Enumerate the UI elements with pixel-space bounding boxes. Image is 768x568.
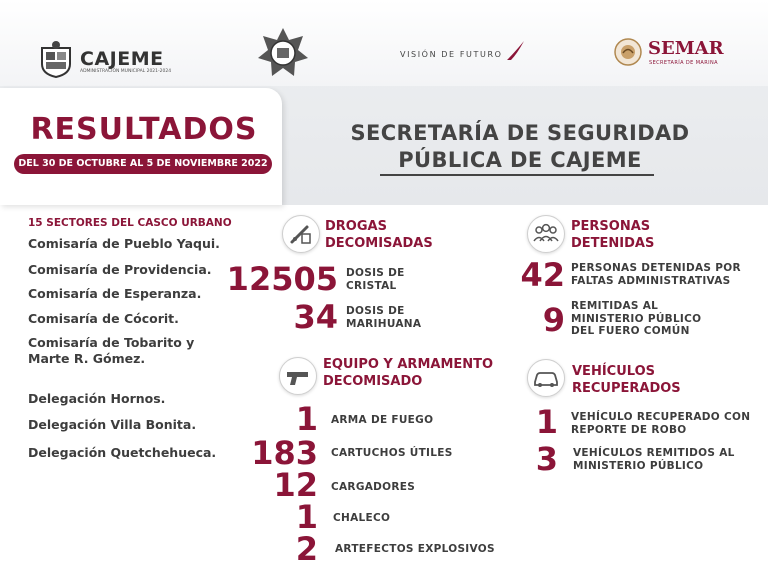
swoosh-icon <box>505 40 525 62</box>
people-icon <box>527 215 565 253</box>
equipment-heading <box>323 356 493 390</box>
equipment-value: 1 <box>295 498 318 536</box>
vehicles-desc <box>571 411 750 436</box>
sectors-heading: 15 SECTORES DEL CASCO URBANO <box>28 217 232 229</box>
persons-desc-line1: REMITIDAS AL <box>571 300 659 312</box>
gun-icon <box>279 357 317 395</box>
sector-item: Comisaría de Pueblo Yaqui. <box>28 236 220 251</box>
vehicles-desc-line2: MINISTERIO PÚBLICO <box>573 459 704 472</box>
equipment-desc: CARTUCHOS ÚTILES <box>331 447 453 459</box>
drugs-desc-cristal <box>346 267 405 292</box>
vehicles-value: 1 <box>535 403 558 441</box>
police-badge-icon <box>256 26 310 78</box>
equipment-desc: CHALECO <box>333 512 391 524</box>
equipment-desc: ARMA DE FUEGO <box>331 414 434 426</box>
drugs-desc-cristal-line2: CRISTAL <box>346 279 397 292</box>
drugs-desc-cristal-line1: DOSIS DE <box>346 267 405 279</box>
vehicles-desc <box>573 447 735 472</box>
equipment-desc: ARTEFECTOS EXPLOSIVOS <box>335 543 495 555</box>
page-title: RESULTADOS <box>30 112 258 147</box>
drugs-heading-line1: DROGAS <box>325 219 387 234</box>
persons-value: 9 <box>542 301 565 339</box>
sector-item: Comisaría de Cócorit. <box>28 311 179 326</box>
semar-logo-text: SEMAR <box>648 38 724 59</box>
drugs-value-cristal: 12505 <box>226 260 338 298</box>
vehicles-desc-line2: REPORTE DE ROBO <box>571 423 687 436</box>
sector-item: Delegación Hornos. <box>28 391 166 406</box>
secretaria-title-line2: PÚBLICA DE CAJEME <box>398 148 642 172</box>
equipment-value: 12 <box>273 466 318 504</box>
semar-seal-icon <box>614 38 642 66</box>
persons-desc <box>571 262 741 287</box>
drugs-heading <box>325 218 433 252</box>
equipment-heading-line2: DECOMISADO <box>323 374 423 389</box>
secretaria-title-line1: SECRETARÍA DE SEGURIDAD <box>350 121 690 145</box>
sector-item: Delegación Quetchehueca. <box>28 445 217 460</box>
cajeme-shield-icon <box>38 40 74 78</box>
persons-heading <box>571 218 654 252</box>
vehicles-desc-line1: VEHÍCULOS REMITIDOS AL <box>573 447 735 459</box>
car-icon <box>527 359 565 397</box>
sector-item: Comisaría de Esperanza. <box>28 286 202 301</box>
vehicles-desc-line1: VEHÍCULO RECUPERADO CON <box>571 411 751 423</box>
cajeme-logo-text: CAJEME <box>80 48 164 70</box>
sector-item: Comisaría de Providencia. <box>28 262 212 277</box>
equipment-heading-line1: EQUIPO Y ARMAMENTO <box>323 357 494 372</box>
drugs-desc-marihuana <box>346 305 421 330</box>
vehicles-heading <box>572 363 681 397</box>
drugs-icon <box>282 215 320 253</box>
semar-logo-subtext: SECRETARÍA DE MARINA <box>649 60 718 66</box>
persons-desc-line1: PERSONAS DETENIDAS POR <box>571 262 741 274</box>
drugs-desc-marihuana-line2: MARIHUANA <box>346 317 422 330</box>
vehicles-heading-line2: RECUPERADOS <box>572 381 681 396</box>
equipment-value: 183 <box>251 434 318 472</box>
persons-heading-line1: PERSONAS <box>571 219 651 234</box>
persons-desc <box>571 300 701 338</box>
persons-desc-line3: DEL FUERO COMÚN <box>571 325 690 337</box>
equipment-value: 1 <box>295 400 318 438</box>
vehicles-heading-line1: VEHÍCULOS <box>572 364 655 379</box>
vision-logo-text: VISIÓN DE FUTURO <box>400 50 503 59</box>
sector-item: Comisaría de Tobarito y <box>28 335 195 350</box>
cajeme-logo-subtext: ADMINISTRACIÓN MUNICIPAL 2021-2024 <box>80 69 172 74</box>
vehicles-value: 3 <box>535 440 558 478</box>
title-underline <box>380 174 654 176</box>
secretaria-title <box>300 120 740 174</box>
sector-item: Delegación Villa Bonita. <box>28 417 197 432</box>
sector-item: Marte R. Gómez. <box>28 351 146 366</box>
persons-desc-line2: FALTAS ADMINISTRATIVAS <box>571 274 731 287</box>
date-range-badge: DEL 30 DE OCTUBRE AL 5 DE NOVIEMBRE 2022 <box>14 154 272 174</box>
drugs-heading-line2: DECOMISADAS <box>325 236 433 251</box>
equipment-value: 2 <box>295 530 318 568</box>
persons-value: 42 <box>520 256 565 294</box>
drugs-desc-marihuana-line1: DOSIS DE <box>346 305 405 317</box>
persons-desc-line2: MINISTERIO PÚBLICO <box>571 312 702 325</box>
persons-heading-line2: DETENIDAS <box>571 236 655 251</box>
equipment-desc: CARGADORES <box>331 481 416 493</box>
drugs-value-marihuana: 34 <box>293 298 338 336</box>
